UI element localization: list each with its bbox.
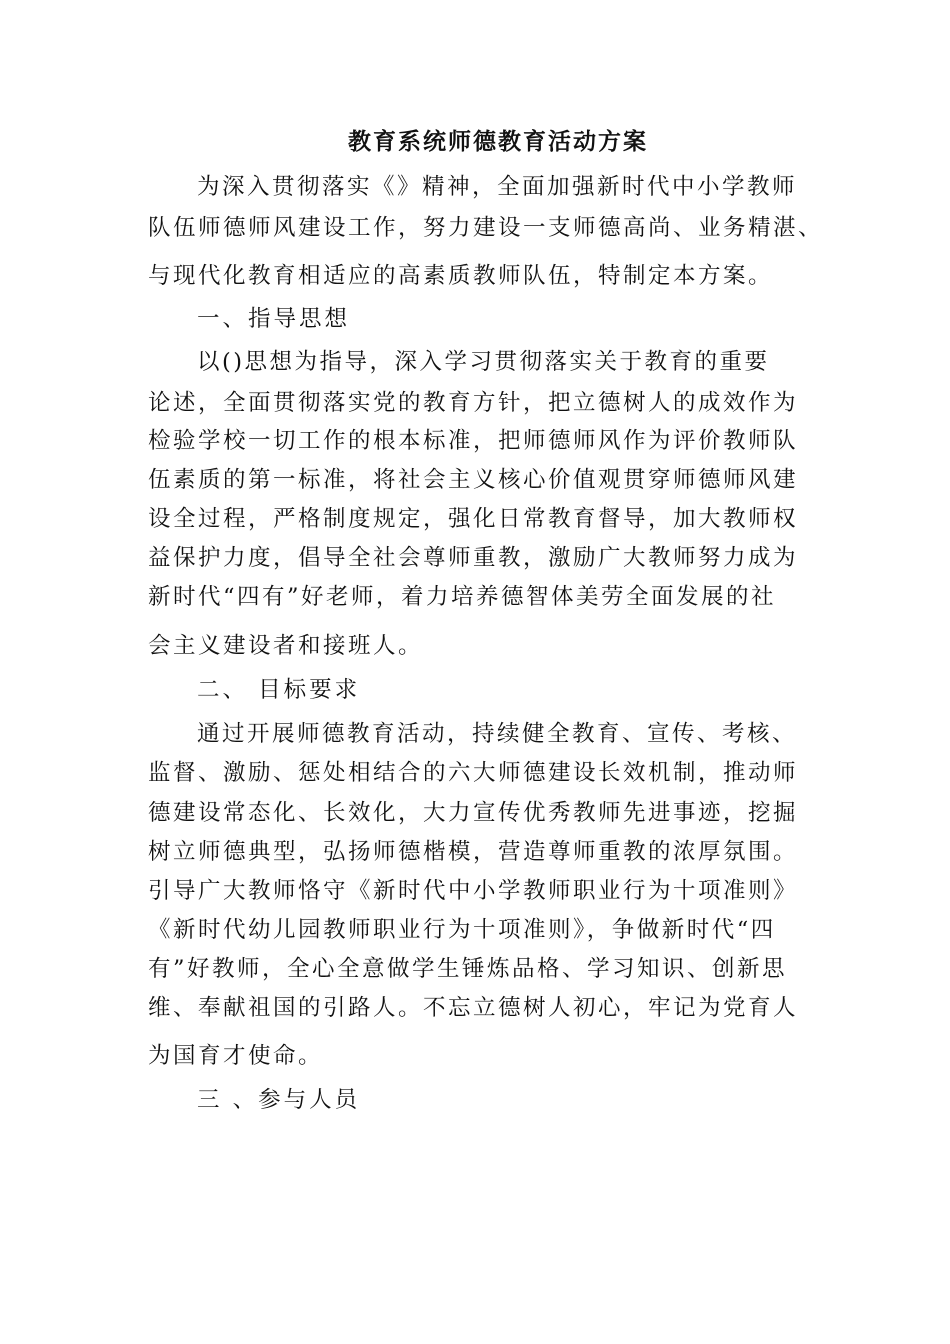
section-1-line-5: 设全过程，严格制度规定，强化日常教育督导，加大教师权 [148, 506, 799, 532]
section-2-line-7: 有”好教师，全心全意做学生锤炼品格、学习知识、创新思 [148, 956, 788, 982]
section-2-heading: 二、 目标要求 [197, 677, 361, 703]
section-2-line-9: 为国育才使命。 [148, 1043, 324, 1069]
section-2-line-1: 通过开展师德教育活动，持续健全教育、宣传、考核、 [197, 721, 798, 747]
section-2-line-8: 维、奉献祖国的引路人。不忘立德树人初心，牢记为党育人 [148, 995, 799, 1021]
section-2-line-6: 《新时代幼儿园教师职业行为十项准则》，争做新时代“四 [148, 917, 776, 943]
section-1-line-3: 检验学校一切工作的根本标准，把师德师风作为评价教师队 [148, 428, 799, 454]
section-1-line-2: 论述，全面贯彻落实党的教育方针，把立德树人的成效作为 [148, 390, 799, 416]
section-2-line-2: 监督、激励、惩处相结合的六大师德建设长效机制，推动师 [148, 760, 799, 786]
section-1-heading: 一、指导思想 [197, 306, 351, 332]
section-2-line-5: 引导广大教师恪守《新时代中小学教师职业行为十项准则》 [148, 878, 799, 904]
document-title: 教育系统师德教育活动方案 [348, 128, 648, 155]
section-1-line-8: 会主义建设者和接班人。 [148, 633, 424, 659]
section-1-line-4: 伍素质的第一标准，将社会主义核心价值观贯穿师德师风建 [148, 467, 799, 493]
intro-line-1: 为深入贯彻落实《》精神，全面加强新时代中小学教师 [197, 174, 798, 200]
section-2-line-3: 德建设常态化、长效化，大力宣传优秀教师先进事迹，挖掘 [148, 800, 799, 826]
section-3-heading: 三 、参与人员 [197, 1087, 361, 1113]
section-1-line-6: 益保护力度，倡导全社会尊师重教，激励广大教师努力成为 [148, 545, 799, 571]
intro-line-3: 与现代化教育相适应的高素质教师队伍，特制定本方案。 [148, 263, 774, 289]
section-1-line-7: 新时代“四有”好老师，着力培养德智体美劳全面发展的社 [148, 584, 777, 610]
intro-line-2: 队伍师德师风建设工作，努力建设一支师德高尚、业务精湛、 [148, 215, 824, 241]
section-1-line-1: 以()思想为指导，深入学习贯彻落实关于教育的重要 [197, 349, 770, 375]
section-2-line-4: 树立师德典型，弘扬师德楷模，营造尊师重教的浓厚氛围。 [148, 839, 799, 865]
